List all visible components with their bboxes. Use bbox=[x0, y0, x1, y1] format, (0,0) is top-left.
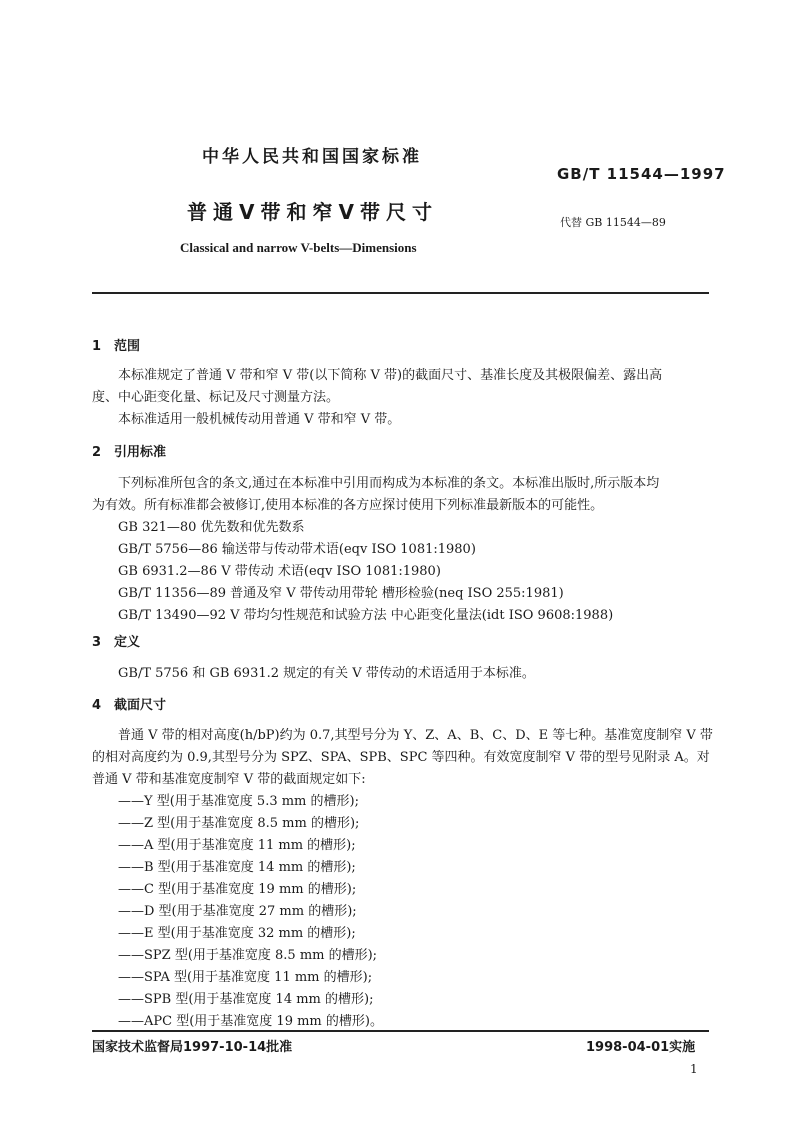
section-4-number: 4 bbox=[92, 698, 102, 713]
belt-type-item: ——SPZ 型(用于基准宽度 8.5 mm 的槽形); bbox=[118, 948, 378, 963]
section-2-paragraph-line-2: 为有效。所有标准都会被修订,使用本标准的各方应探讨使用下列标准最新版本的可能性。 bbox=[92, 498, 604, 513]
section-1-paragraph-2: 本标准适用一般机械传动用普通 V 带和窄 V 带。 bbox=[118, 412, 401, 427]
approval-date: 国家技术监督局1997-10-14批准 bbox=[92, 1040, 293, 1055]
english-title: Classical and narrow V-belts—Dimensions bbox=[180, 240, 417, 255]
section-2-number: 2 bbox=[92, 445, 102, 460]
section-1-paragraph-1-line-1: 本标准规定了普通 V 带和窄 V 带(以下简称 V 带)的截面尺寸、基准长度及其极限偏差、露出高 bbox=[118, 368, 663, 383]
belt-type-item: ——E 型(用于基准宽度 32 mm 的槽形); bbox=[118, 926, 356, 941]
section-1-number: 1 bbox=[92, 339, 102, 354]
belt-type-item: ——SPB 型(用于基准宽度 14 mm 的槽形); bbox=[118, 992, 374, 1007]
section-1-title: 范围 bbox=[114, 339, 141, 354]
belt-type-item: ——SPA 型(用于基准宽度 11 mm 的槽形); bbox=[118, 970, 373, 985]
belt-type-item: ——C 型(用于基准宽度 19 mm 的槽形); bbox=[118, 882, 357, 897]
section-4-paragraph-line-1: 普通 V 带的相对高度(h/bP)约为 0.7,其型号分为 Y、Z、A、B、C、D、E 等七种。基准宽度制窄 V 带 bbox=[118, 728, 713, 743]
section-1-paragraph-1-line-2: 度、中心距变化量、标记及尺寸测量方法。 bbox=[92, 390, 340, 405]
standard-number: GB/T 11544—1997 bbox=[557, 165, 726, 183]
reference-item: GB 321—80 优先数和优先数系 bbox=[118, 520, 305, 535]
reference-item: GB/T 5756—86 输送带与传动带术语(eqv ISO 1081:1980) bbox=[118, 542, 476, 557]
header-divider bbox=[92, 292, 709, 294]
belt-type-item: ——D 型(用于基准宽度 27 mm 的槽形); bbox=[118, 904, 357, 919]
section-2-heading bbox=[92, 441, 166, 460]
implementation-date: 1998-04-01实施 bbox=[586, 1040, 696, 1055]
section-3-title: 定义 bbox=[114, 635, 141, 650]
belt-type-item: ——APC 型(用于基准宽度 19 mm 的槽形)。 bbox=[118, 1014, 383, 1029]
section-1-heading bbox=[92, 335, 140, 354]
belt-type-item: ——Y 型(用于基准宽度 5.3 mm 的槽形); bbox=[118, 794, 359, 809]
belt-type-item: ——B 型(用于基准宽度 14 mm 的槽形); bbox=[118, 860, 356, 875]
belt-type-item: ——Z 型(用于基准宽度 8.5 mm 的槽形); bbox=[118, 816, 360, 831]
footer-divider bbox=[92, 1030, 709, 1032]
document-title: 普通V带和窄V带尺寸 bbox=[187, 200, 438, 224]
section-3-number: 3 bbox=[92, 635, 102, 650]
section-3-paragraph: GB/T 5756 和 GB 6931.2 规定的有关 V 带传动的术语适用于本标准。 bbox=[118, 666, 535, 681]
section-4-paragraph-line-3: 普通 V 带和基准宽度制窄 V 带的截面规定如下: bbox=[92, 772, 366, 787]
page-number: 1 bbox=[690, 1062, 698, 1076]
section-2-paragraph-line-1: 下列标准所包含的条文,通过在本标准中引用而构成为本标准的条文。本标准出版时,所示版本均 bbox=[118, 476, 660, 491]
section-3-heading bbox=[92, 631, 140, 650]
section-4-title: 截面尺寸 bbox=[114, 698, 167, 713]
issuing-organization: 中华人民共和国国家标准 bbox=[202, 147, 422, 167]
reference-item: GB/T 11356—89 普通及窄 V 带传动用带轮 槽形检验(neq ISO 255:1981) bbox=[118, 586, 564, 601]
section-4-heading bbox=[92, 694, 166, 713]
replaces-note: 代替 GB 11544—89 bbox=[560, 216, 666, 229]
reference-item: GB 6931.2—86 V 带传动 术语(eqv ISO 1081:1980) bbox=[118, 564, 441, 579]
belt-type-item: ——A 型(用于基准宽度 11 mm 的槽形); bbox=[118, 838, 356, 853]
reference-item: GB/T 13490—92 V 带均匀性规范和试验方法 中心距变化量法(idt ISO 9608:1988) bbox=[118, 608, 614, 623]
section-2-title: 引用标准 bbox=[114, 445, 167, 460]
section-4-paragraph-line-2: 的相对高度约为 0.9,其型号分为 SPZ、SPA、SPB、SPC 等四种。有效宽度制窄 V 带的型号见附录 A。对 bbox=[92, 750, 710, 765]
